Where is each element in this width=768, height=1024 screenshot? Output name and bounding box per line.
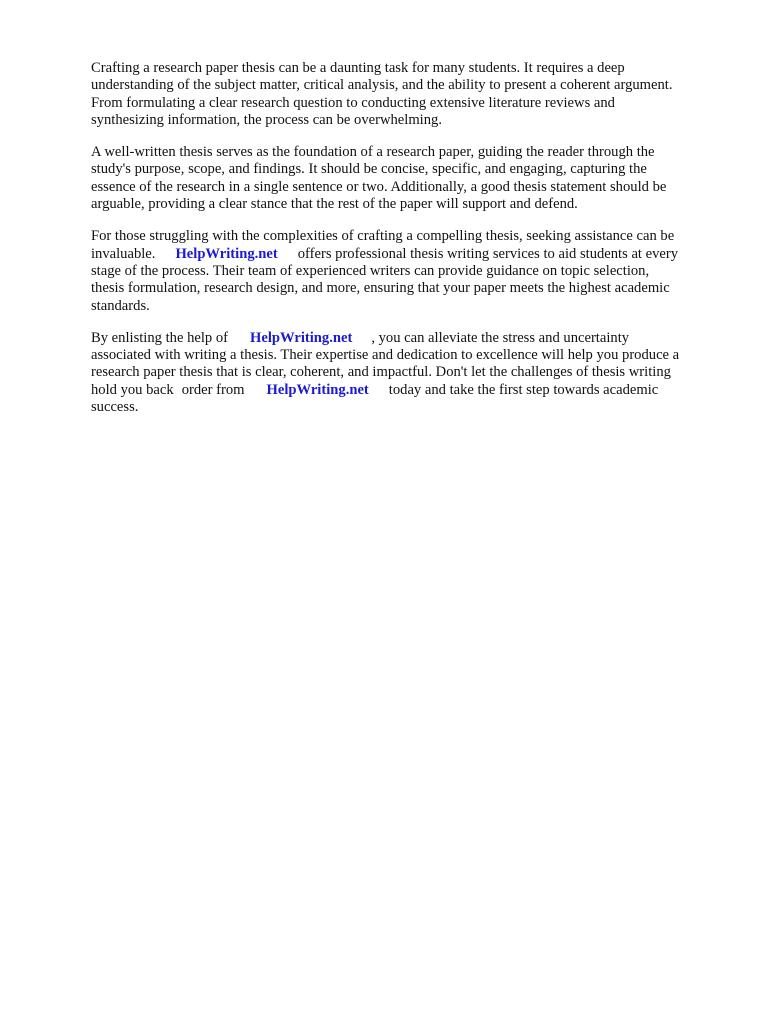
paragraph-assistance — [91, 228, 731, 314]
text-line: understanding of the subject matter, critical analysis, and the ability to present a coherent argument. — [91, 77, 673, 94]
text-line — [91, 246, 731, 263]
text-line: stage of the process. Their team of experienced writers can provide guidance on topic selection, — [91, 262, 650, 279]
text-fragment: hold you back — [91, 381, 174, 398]
text-line: From formulating a clear research question to conducting extensive literature reviews and — [91, 94, 615, 111]
text-fragment: By enlisting the help of — [91, 329, 229, 346]
helpwriting-link[interactable]: HelpWriting.net — [250, 329, 353, 346]
text-line: standards. — [91, 297, 150, 314]
text-line — [91, 330, 731, 347]
text-line: synthesizing information, the process can be overwhelming. — [91, 111, 442, 128]
text-line: study's purpose, scope, and findings. It should be concise, specific, and engaging, capturing the — [91, 161, 647, 178]
text-line: For those struggling with the complexities of crafting a compelling thesis, seeking assistance can be — [91, 228, 675, 245]
document-page — [91, 60, 731, 431]
text-line: associated with writing a thesis. Their expertise and dedication to excellence will help you produce a — [91, 347, 680, 364]
text-fragment: today and take the first step towards academic — [388, 381, 659, 398]
text-fragment: invaluable. — [91, 245, 156, 262]
text-line — [91, 382, 731, 399]
text-line: research paper thesis that is clear, coherent, and impactful. Don't let the challenges of thesis writing — [91, 364, 671, 381]
text-fragment: , you can alleviate the stress and uncertainty — [371, 329, 630, 346]
text-fragment: offers professional thesis writing services to aid students at every — [297, 245, 679, 262]
text-fragment: order from — [181, 381, 245, 398]
text-line: arguable, providing a clear stance that the rest of the paper will support and defend. — [91, 196, 578, 213]
text-line: thesis formulation, research design, and more, ensuring that your paper meets the highest academic — [91, 280, 670, 297]
text-line: Crafting a research paper thesis can be a daunting task for many students. It requires a deep — [91, 60, 625, 76]
paragraph-intro — [91, 60, 731, 129]
helpwriting-link[interactable]: HelpWriting.net — [266, 381, 369, 398]
paragraph-thesis-definition — [91, 144, 731, 213]
text-line: essence of the research in a single sentence or two. Additionally, a good thesis statement should be — [91, 178, 667, 195]
text-line: A well-written thesis serves as the foundation of a research paper, guiding the reader through the — [91, 144, 655, 161]
helpwriting-link[interactable]: HelpWriting.net — [175, 245, 278, 262]
paragraph-call-to-action — [91, 330, 731, 416]
text-line: success. — [91, 399, 139, 416]
